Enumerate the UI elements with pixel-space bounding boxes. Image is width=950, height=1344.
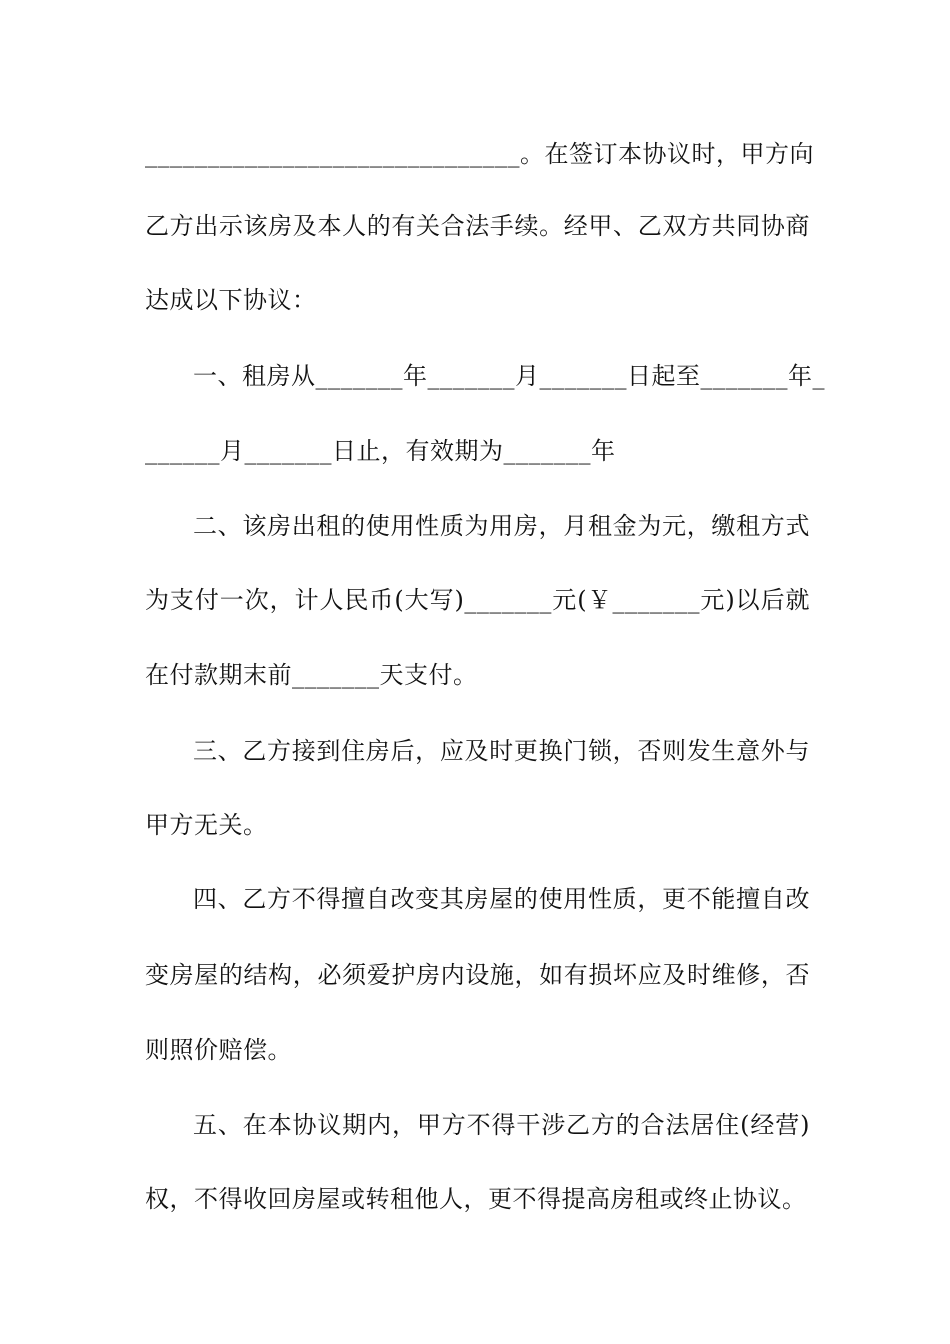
text-line-3: 达成以下协议：: [145, 286, 317, 314]
clause-1-line-2: ______月_______日止，有效期为_______年: [145, 437, 616, 465]
clause-2-line-2: 为支付一次，计人民币(大写)_______元(￥_______元)以后就: [145, 586, 810, 614]
clause-2-line-3: 在付款期末前_______天支付。: [145, 661, 478, 689]
clause-3-line-2: 甲方无关。: [145, 811, 268, 839]
clause-5-line-2: 权，不得收回房屋或转租他人，更不得提高房租或终止协议。: [145, 1185, 807, 1213]
clause-4-line-3: 则照价赔偿。: [145, 1036, 292, 1064]
clause-1-line-1: 一、租房从_______年_______月_______日起至_______年_: [193, 362, 825, 390]
clause-4-line-1: 四、乙方不得擅自改变其房屋的使用性质，更不能擅自改: [193, 885, 810, 913]
clause-2-line-1: 二、该房出租的使用性质为用房，月租金为元，缴租方式: [193, 512, 810, 540]
text-line-2: 乙方出示该房及本人的有关合法手续。经甲、乙双方共同协商: [145, 212, 810, 240]
clause-4-line-2: 变房屋的结构，必须爱护房内设施，如有损坏应及时维修，否: [145, 961, 810, 989]
text-line-1: ______________________________。在签订本协议时，甲方向: [145, 140, 814, 168]
clause-3-line-1: 三、乙方接到住房后，应及时更换门锁，否则发生意外与: [193, 737, 810, 765]
clause-5-line-1: 五、在本协议期内，甲方不得干涉乙方的合法居住(经营): [193, 1111, 810, 1139]
